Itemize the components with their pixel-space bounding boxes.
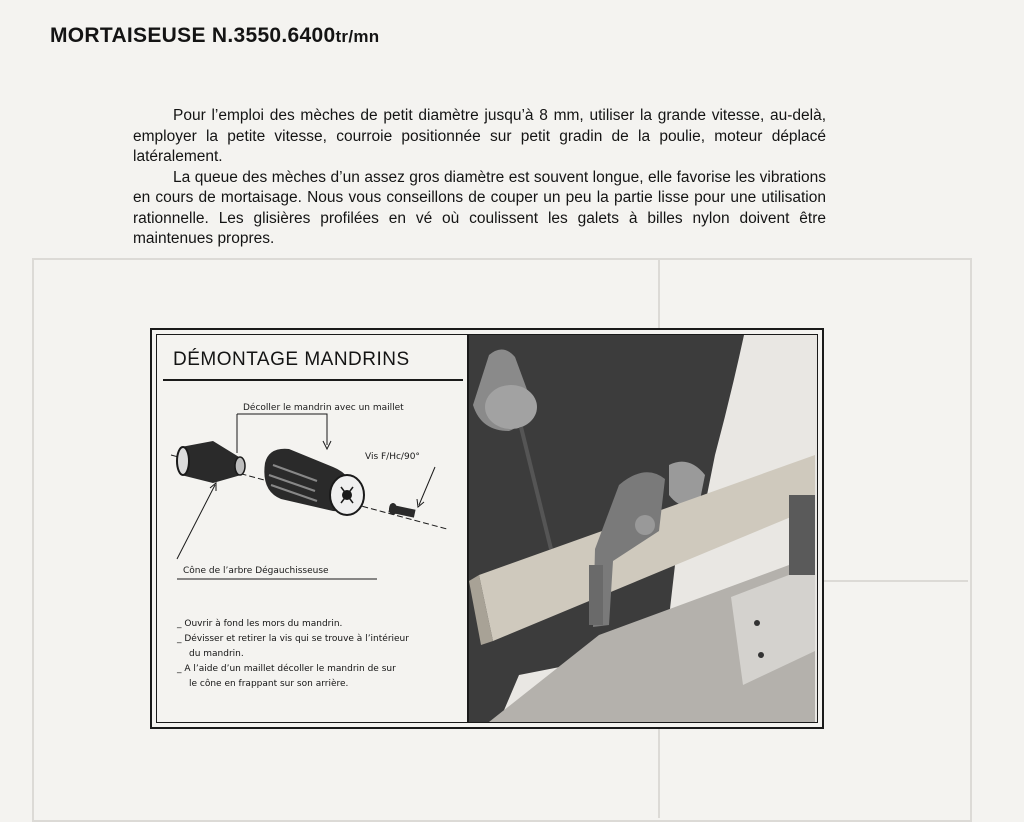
figure-frame — [150, 328, 824, 729]
chuck-shape — [264, 449, 364, 515]
step-line: du mandrin. — [189, 649, 244, 659]
step-line: le cône en frappant sur son arrière. — [189, 679, 349, 689]
annotation-mallet: Décoller le mandrin avec un maillet — [243, 403, 404, 413]
leader-cone — [177, 485, 215, 559]
leader-mallet-arrow — [237, 414, 327, 445]
title-unit: tr/mn — [335, 27, 380, 46]
paragraph: Pour l’emploi des mèches de petit diamètre jusqu’à 8 mm, utiliser la grande vitesse, au-delà, employer la petite vitesse, courroie positionnée sur petit gradin de la poulie, moteur déplacé latéralement. — [133, 107, 826, 165]
diagram-title: DÉMONTAGE MANDRINS — [173, 349, 410, 370]
diagram-panel — [157, 335, 469, 722]
body-text — [133, 106, 826, 250]
instruction-steps — [177, 617, 467, 692]
photo-illustration — [469, 335, 815, 722]
leader-screw — [419, 467, 435, 505]
annotation-cone: Cône de l’arbre Dégauchisseuse — [183, 566, 329, 576]
machine-photo — [469, 335, 817, 722]
arbor-cone-shape — [177, 441, 245, 483]
screw-shape — [388, 503, 415, 518]
annotation-screw: Vis F/Hc/90° — [365, 452, 420, 462]
step-line: _ Ouvrir à fond les mors du mandrin. — [177, 619, 343, 629]
page-title: MORTAISEUSE N.3550.6400tr/mn — [50, 24, 380, 47]
step-line: _ Dévisser et retirer la vis qui se trouve à l’intérieur — [177, 634, 409, 644]
figure-inner — [156, 334, 818, 723]
step-line: _ A l’aide d’un maillet décoller le mandrin de sur — [177, 664, 396, 674]
paragraph: La queue des mèches d’un assez gros diamètre est souvent longue, elle favorise les vibrations en cours de mortaisage. Nous vous conseillons de couper un peu la partie lisse pour une utilisation rationnelle. Les glisières profilées en vé où coulissent les galets à billes nylon doivent être maintenues propres. — [133, 168, 826, 247]
